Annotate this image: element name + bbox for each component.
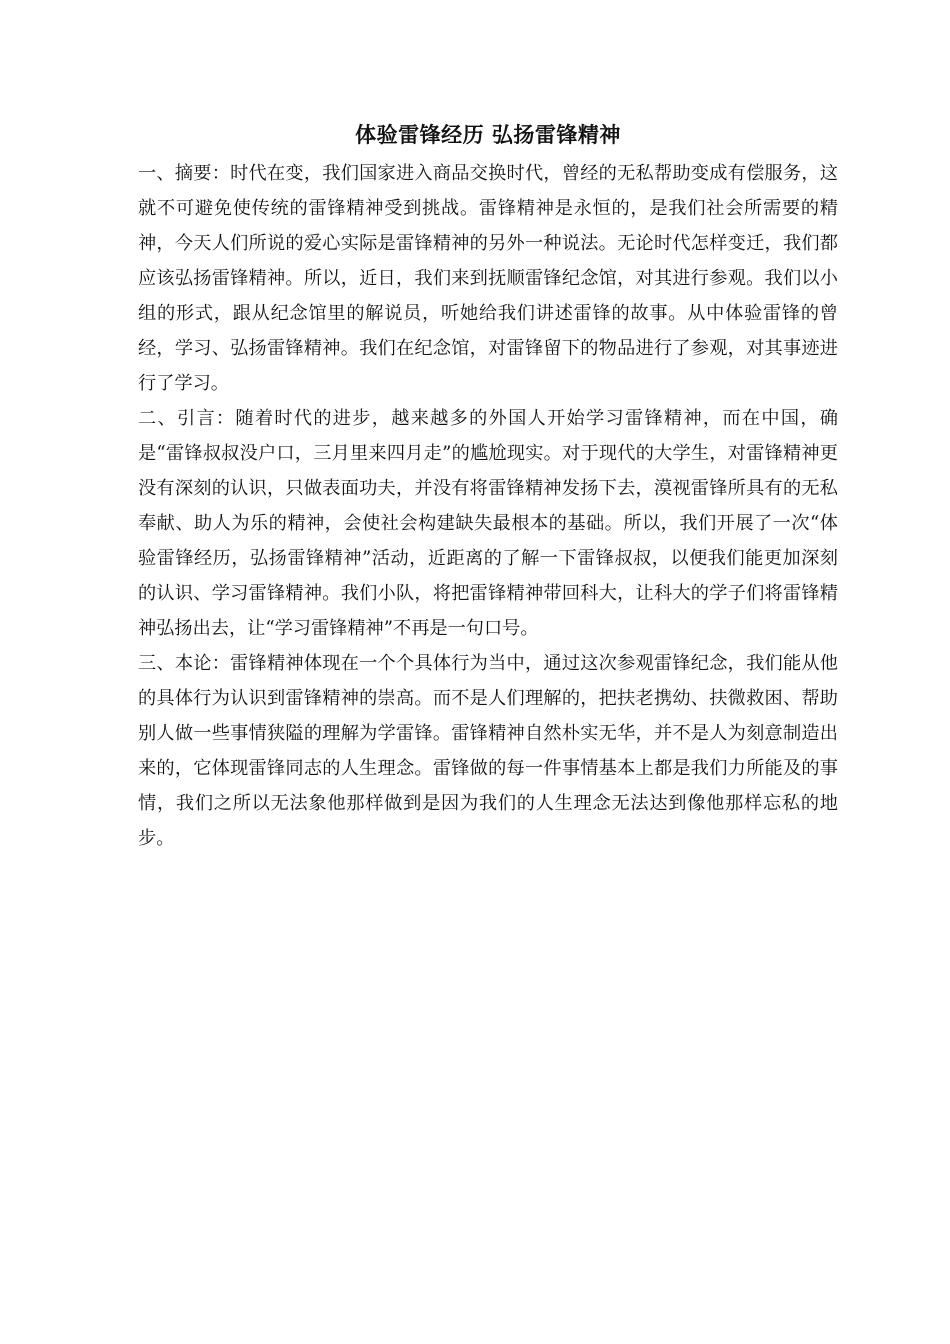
document-title: 体验雷锋经历 弘扬雷锋精神: [355, 123, 621, 147]
section-introduction: 二、引言：随着时代的进步，越来越多的外国人开始学习雷锋精神，而在中国，确是“雷锋叔叔没户口，三月里来四月走”的尴尬现实。对于现代的大学生，对雷锋精神更没有深刻的认识，只做表面功夫，并没有将雷锋精神发扬下去，漠视雷锋所具有的无私奉献、助人为乐的精神，会使社会构建缺失最根本的基础。所以，我们开展了一次“体验雷锋经历，弘扬雷锋精神”活动，近距离的了解一下雷锋叔叔，以便我们能更加深刻的认识、学习雷锋精神。我们小队，将把雷锋精神带回科大，让科大的学子们将雷锋精神弘扬出去，让“学习雷锋精神”不再是一句口号。: [138, 408, 838, 639]
section-main-argument: 三、本论：雷锋精神体现在一个个具体行为当中，通过这次参观雷锋纪念，我们能从他的具体行为认识到雷锋精神的崇高。而不是人们理解的，把扶老携幼、扶微救困、帮助别人做一些事情狭隘的理解为学雷锋。雷锋精神自然朴实无华，并不是人为刻意制造出来的，它体现雷锋同志的人生理念。雷锋做的每一件事情基本上都是我们力所能及的事情，我们之所以无法象他那样做到是因为我们的人生理念无法达到像他那样忘私的地步。: [138, 653, 838, 849]
document-body: [138, 118, 838, 856]
section-abstract: 一、摘要：时代在变，我们国家进入商品交换时代，曾经的无私帮助变成有偿服务，这就不可避免使传统的雷锋精神受到挑战。雷锋精神是永恒的，是我们社会所需要的精神，今天人们所说的爱心实际是雷锋精神的另外一种说法。无论时代怎样变迁，我们都应该弘扬雷锋精神。所以，近日，我们来到抚顺雷锋纪念馆，对其进行参观。我们以小组的形式，跟从纪念馆里的解说员，听她给我们讲述雷锋的故事。从中体验雷锋的曾经，学习、弘扬雷锋精神。我们在纪念馆，对雷锋留下的物品进行了参观，对其事迹进行了学习。: [138, 163, 838, 394]
